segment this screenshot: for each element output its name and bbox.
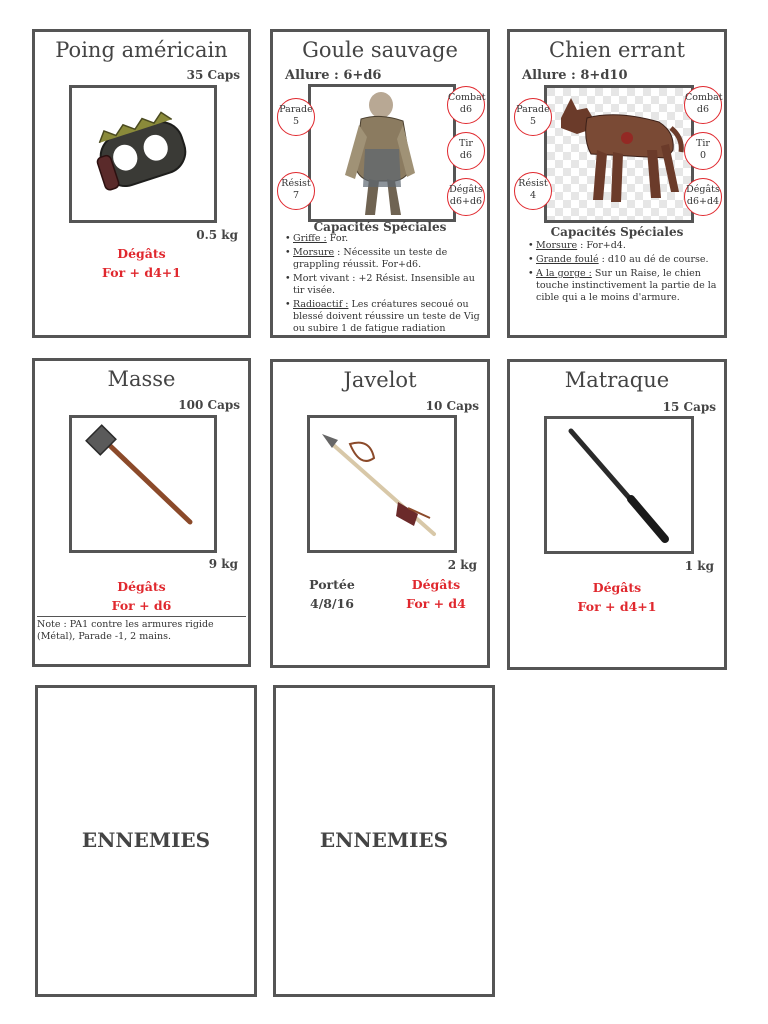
stat-tir: Tir 0 xyxy=(684,132,722,170)
stat-combat: Combat d6 xyxy=(447,86,485,124)
brass-knuckles-icon xyxy=(72,88,214,220)
card-weight: 9 kg xyxy=(208,557,238,571)
card-title: Chien errant xyxy=(549,38,685,62)
capacites-title: Capacités Spéciales xyxy=(550,225,684,239)
javelin-icon xyxy=(310,418,454,550)
stat-parade: Parade 5 xyxy=(514,98,552,136)
stat-degats: Dégâts d6+d6 xyxy=(447,178,485,216)
card-back-label: ENNEMIES xyxy=(81,828,211,852)
card-title: Goule sauvage xyxy=(302,38,458,62)
card-chien-errant xyxy=(507,29,727,338)
card-image-frame xyxy=(69,85,217,223)
card-title: Javelot xyxy=(343,368,417,392)
card-price: 15 Caps xyxy=(662,400,716,414)
stat-combat: Combat d6 xyxy=(684,86,722,124)
stat-degats: Dégâts d6+d4 xyxy=(684,178,722,216)
stat-resist: Résist 4 xyxy=(514,172,552,210)
stat-parade: Parade 5 xyxy=(277,98,315,136)
stat-resist: Résist 7 xyxy=(277,172,315,210)
card-allure: Allure : 8+d10 xyxy=(522,68,628,83)
card-ennemies-back xyxy=(35,685,257,997)
list-item: • A la gorge : Sur un Raise, le chien touche instinctivement la partie de la cible qui a le moins d'armure. xyxy=(536,268,720,304)
portee-value: 4/8/16 xyxy=(310,596,354,611)
card-ennemies-back xyxy=(273,685,495,997)
capacites-title: Capacités Spéciales xyxy=(313,220,447,234)
card-matraque xyxy=(507,359,727,670)
abilities-list xyxy=(526,240,720,306)
card-weight: 2 kg xyxy=(447,558,477,572)
list-item: • Griffe : For. xyxy=(293,233,483,245)
card-javelot xyxy=(270,359,490,668)
card-price: 10 Caps xyxy=(425,399,479,413)
card-allure: Allure : 6+d6 xyxy=(285,68,382,83)
degats-label: Dégâts xyxy=(411,577,461,592)
degats-label: Dégâts xyxy=(117,579,166,594)
portee-label: Portée xyxy=(309,577,355,592)
card-masse xyxy=(32,358,251,667)
card-image-frame xyxy=(544,416,694,554)
card-image-frame xyxy=(544,85,694,223)
list-item: • Morsure : Nécessite un teste de grappling réussit. For+d6. xyxy=(293,247,483,271)
card-image-frame xyxy=(69,415,217,553)
card-poing-americain xyxy=(32,29,251,338)
list-item: • Mort vivant : +2 Résist. Insensible au tir visée. xyxy=(293,273,483,297)
ghoul-icon xyxy=(311,87,453,219)
abilities-list xyxy=(283,233,483,337)
degats-value: For + d4+1 xyxy=(102,265,181,280)
degats-label: Dégâts xyxy=(592,580,642,595)
card-image-frame xyxy=(307,415,457,553)
list-item: • Morsure : For+d4. xyxy=(536,240,720,252)
list-item: • Grande foulé : d10 au dé de course. xyxy=(536,254,720,266)
card-back-label: ENNEMIES xyxy=(319,828,449,852)
card-price: 100 Caps xyxy=(178,398,240,412)
list-item: • Radioactif : Les créatures secoué ou blessé doivent réussire un teste de Vig ou subire 1 de fatigue radiation xyxy=(293,299,483,335)
card-price: 35 Caps xyxy=(186,68,240,82)
baton-icon xyxy=(547,419,691,551)
dog-icon xyxy=(547,88,691,220)
degats-value: For + d6 xyxy=(111,598,172,613)
card-title: Masse xyxy=(107,367,176,391)
card-weight: 0.5 kg xyxy=(196,228,238,242)
card-goule-sauvage xyxy=(270,29,490,338)
degats-value: For + d4 xyxy=(406,596,466,611)
sledgehammer-icon xyxy=(72,418,214,550)
degats-label: Dégâts xyxy=(117,246,166,261)
card-title: Poing américain xyxy=(55,38,228,62)
card-weight: 1 kg xyxy=(684,559,714,573)
card-note: Note : PA1 contre les armures rigide (Métal), Parade -1, 2 mains. xyxy=(37,616,246,643)
card-image-frame xyxy=(308,84,456,222)
degats-value: For + d4+1 xyxy=(577,599,657,614)
stat-tir: Tir d6 xyxy=(447,132,485,170)
card-title: Matraque xyxy=(564,368,670,392)
